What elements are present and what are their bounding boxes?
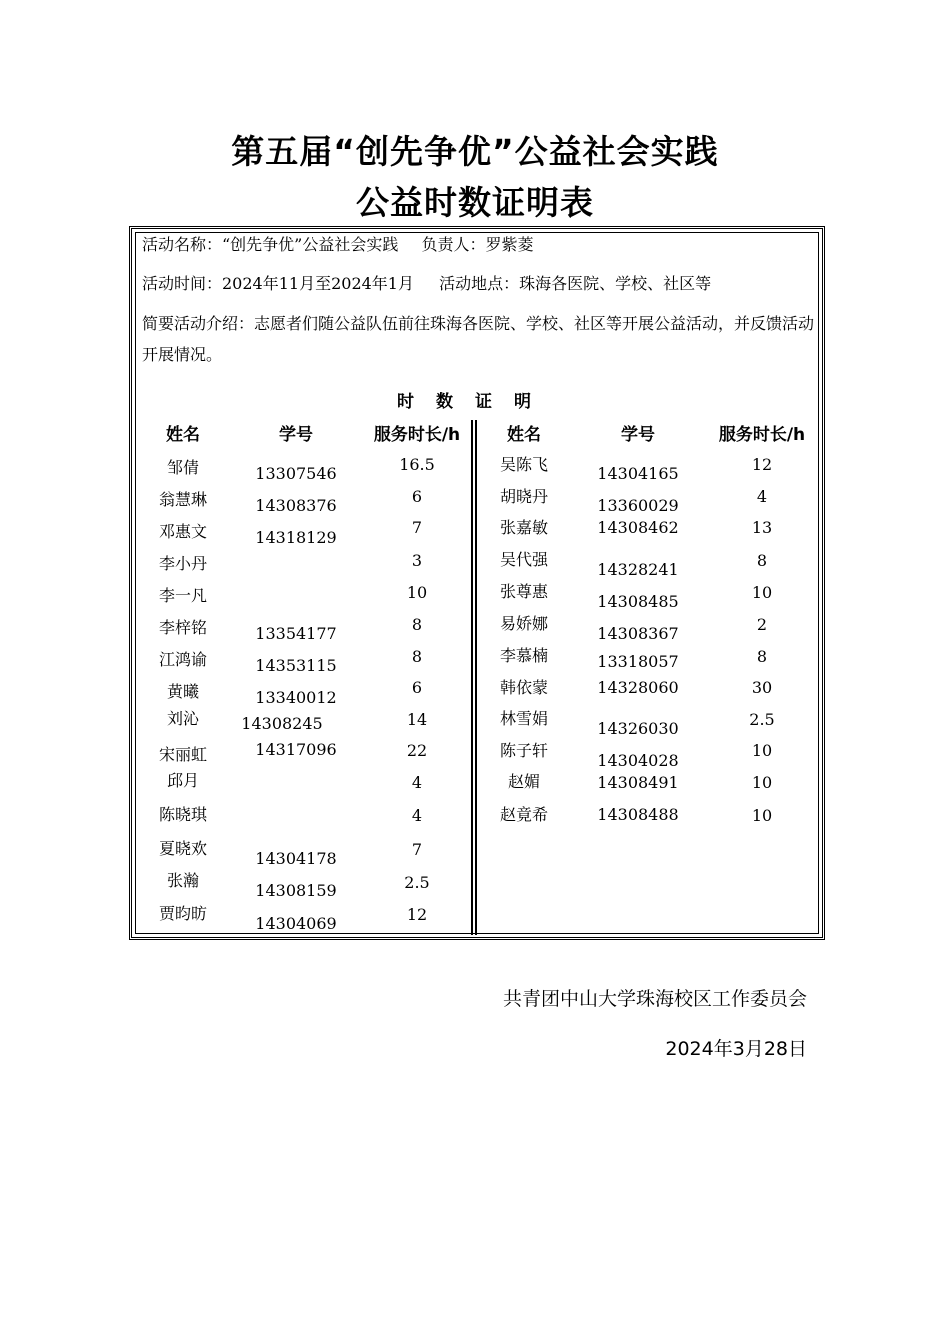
volunteer-name: 张嘉敏 — [499, 518, 548, 537]
activity-name: 活动名称：“创先争优”公益社会实践 — [142, 235, 399, 254]
left-header-hours: 服务时长/h — [373, 425, 461, 445]
volunteer-name: 李梓铭 — [158, 618, 207, 637]
student-id: 14353115 — [255, 656, 337, 675]
service-hours: 4 — [411, 773, 423, 792]
service-hours: 4 — [411, 806, 423, 825]
activity-leader: 负责人：罗紫菱 — [421, 235, 534, 254]
service-hours: 3 — [411, 551, 423, 570]
student-id: 14317096 — [255, 740, 337, 759]
right-header-name: 姓名 — [507, 425, 541, 445]
service-hours: 6 — [411, 487, 423, 506]
student-id: 13307546 — [255, 464, 337, 483]
volunteer-name: 邹倩 — [166, 458, 199, 477]
issue-date: 2024年3月28日 — [665, 1038, 807, 1060]
volunteer-name: 吴代强 — [499, 550, 548, 569]
service-hours: 2 — [756, 615, 768, 634]
student-id: 14328241 — [597, 560, 679, 579]
service-hours: 10 — [751, 741, 773, 760]
volunteer-name: 江鸿谕 — [158, 650, 207, 669]
service-hours: 10 — [406, 583, 428, 602]
section-title: 时数证明 — [397, 392, 553, 412]
student-id: 14304178 — [255, 849, 337, 868]
student-id: 14308462 — [597, 518, 679, 537]
student-id: 14308485 — [597, 592, 679, 611]
volunteer-name: 邱月 — [166, 771, 199, 790]
service-hours: 30 — [751, 678, 773, 697]
volunteer-name: 张尊惠 — [499, 582, 548, 601]
volunteer-name: 赵竟希 — [499, 805, 548, 824]
activity-location: 活动地点：珠海各医院、学校、社区等 — [439, 274, 712, 293]
volunteer-name: 李慕楠 — [499, 646, 548, 665]
service-hours: 16.5 — [399, 455, 435, 474]
student-id: 14304165 — [597, 464, 679, 483]
right-header-hours: 服务时长/h — [718, 425, 806, 445]
volunteer-name: 韩依蒙 — [499, 678, 548, 697]
volunteer-name: 宋丽虹 — [158, 745, 207, 764]
service-hours: 10 — [751, 806, 773, 825]
service-hours: 2.5 — [404, 873, 430, 892]
document-title-line1: 第五届“创先争优”公益社会实践 — [231, 132, 719, 171]
activity-intro: 简要活动介绍：志愿者们随公益队伍前往珠海各医院、学校、社区等开展公益活动，并反馈活动开展情况。 — [142, 314, 815, 364]
volunteer-name: 林雪娟 — [499, 709, 548, 728]
volunteer-name: 贾昀昉 — [158, 904, 207, 923]
issuing-organization: 共青团中山大学珠海校区工作委员会 — [502, 988, 807, 1010]
volunteer-name: 夏晓欢 — [158, 839, 207, 858]
service-hours: 14 — [406, 710, 428, 729]
student-id: 14318129 — [255, 528, 337, 547]
service-hours: 12 — [751, 455, 773, 474]
left-header-name: 姓名 — [166, 425, 200, 445]
volunteer-name: 刘沁 — [166, 709, 199, 728]
activity-time: 活动时间：2024年11月至2024年1月 — [142, 274, 414, 293]
student-id: 14308491 — [597, 773, 679, 792]
student-id: 14304028 — [597, 751, 679, 770]
volunteer-name: 易娇娜 — [499, 614, 548, 633]
volunteer-name: 胡晓丹 — [499, 487, 548, 506]
volunteer-name: 陈子轩 — [499, 741, 548, 760]
service-hours: 2.5 — [749, 710, 775, 729]
service-hours: 8 — [756, 647, 768, 666]
service-hours: 8 — [411, 647, 423, 666]
student-id: 14308376 — [255, 496, 337, 515]
student-id: 14326030 — [597, 719, 679, 738]
document-title-line2: 公益时数证明表 — [356, 183, 594, 222]
volunteer-name: 李小丹 — [158, 554, 207, 573]
volunteer-name: 翁慧琳 — [158, 490, 207, 509]
service-hours: 13 — [751, 518, 773, 537]
activity-info-row-1 — [142, 230, 533, 260]
service-hours: 10 — [751, 583, 773, 602]
volunteer-name: 陈晓琪 — [158, 805, 207, 824]
service-hours: 7 — [411, 518, 423, 537]
right-header-id: 学号 — [621, 425, 655, 445]
service-hours: 8 — [411, 615, 423, 634]
service-hours: 6 — [411, 678, 423, 697]
student-id: 13354177 — [255, 624, 337, 643]
volunteer-name: 赵媚 — [507, 772, 540, 791]
student-id: 13360029 — [597, 496, 679, 515]
activity-info-row-2 — [142, 269, 711, 299]
volunteer-name: 张瀚 — [166, 871, 199, 890]
student-id: 14308367 — [597, 624, 679, 643]
volunteer-name: 李一凡 — [158, 586, 207, 605]
student-id: 14308488 — [597, 805, 679, 824]
service-hours: 22 — [406, 741, 428, 760]
service-hours: 4 — [756, 487, 768, 506]
student-id: 13340012 — [255, 688, 337, 707]
volunteer-name: 邓惠文 — [158, 522, 207, 541]
service-hours: 8 — [756, 551, 768, 570]
student-id: 14308245 — [241, 714, 323, 733]
student-id: 14328060 — [597, 678, 679, 697]
service-hours: 10 — [751, 773, 773, 792]
student-id: 13318057 — [597, 652, 679, 671]
service-hours: 12 — [406, 905, 428, 924]
student-id: 14304069 — [255, 914, 337, 933]
left-header-id: 学号 — [279, 425, 313, 445]
student-id: 14308159 — [255, 881, 337, 900]
volunteer-name: 吴陈飞 — [499, 455, 548, 474]
volunteer-name: 黄曦 — [166, 682, 199, 701]
service-hours: 7 — [411, 840, 423, 859]
